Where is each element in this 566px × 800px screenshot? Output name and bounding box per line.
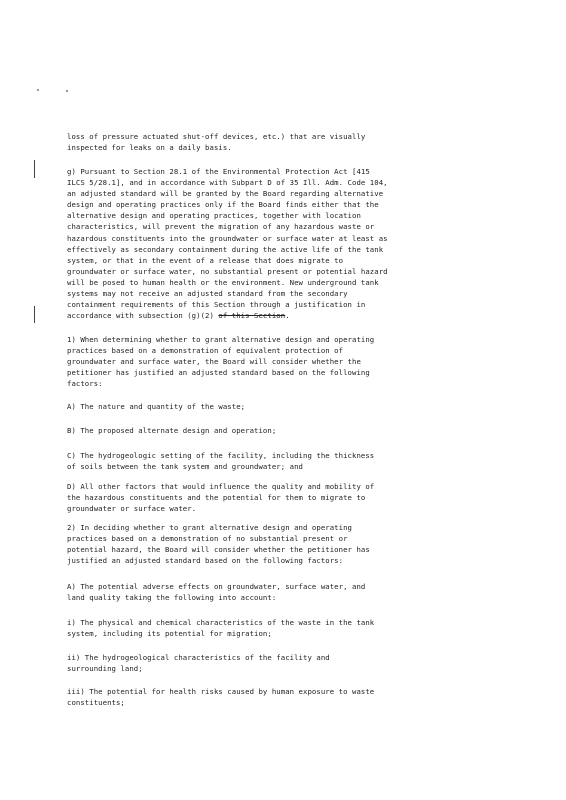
- scan-mark: [66, 90, 68, 92]
- item-A2: A) The potential adverse effects on groundwater, surface water, and land quality taking the following into account:: [67, 582, 366, 603]
- paragraph-1: 1) When determining whether to grant alternative design and operating practices based on a demonstration of equivalent protection of groundwater and surface water, the Board will consider whether the petitioner has justified an adjusted standard based on the following factors:: [67, 335, 375, 389]
- item-iii: iii) The potential for health risks caused by human exposure to waste constituents;: [67, 687, 375, 708]
- item-D: D) All other factors that would influence the quality and mobility of the hazardous constituents and the potential for them to migrate to groundwater or surface water.: [67, 482, 375, 514]
- item-C: C) The hydrogeologic setting of the facility, including the thickness of soils between the tank system and groundwater; and: [67, 451, 375, 472]
- paragraph-g: [67, 166, 512, 321]
- revision-bar: [34, 160, 35, 178]
- paragraph-g-tail: .: [285, 311, 290, 321]
- paragraph-2: 2) In deciding whether to grant alternative design and operating practices based on a demonstration of no substantial present or potential hazard, the Board will consider whether the petitioner has justified an adjusted standard based on the following factors:: [67, 523, 370, 566]
- item-B: B) The proposed alternate design and operation;: [67, 426, 277, 435]
- item-A: A) The nature and quantity of the waste;: [67, 402, 246, 411]
- struck-text-end: of this Section: [218, 311, 286, 321]
- paragraph-g-body: [415 ILCS 5/28.1], and in accordance with Subpart D of 35 Ill. Adm. Code 104, an adjusted standard will be granted by the Board regarding alternative design and operating practices only if the Board finds either that the alternative design and operating practices, together with location characteristics, will prevent the migration of any hazardous waste or hazardous constituents into the groundwater or surface water at least as effectively as secondary containment during the active life of the tank system, or that in the event of a release that does migrate to groundwater or surface water, no substantial present or potential hazard will be posed to human health or the environment. New underground tank systems may not receive an adjusted standard from the secondary containment requirements of this Section through a justification in accordance with subsection (g)(2): [67, 167, 388, 321]
- revision-bar: [34, 306, 35, 323]
- item-ii: ii) The hydrogeological characteristics of the facility and surrounding land;: [67, 653, 330, 674]
- item-i: i) The physical and chemical characteristics of the waste in the tank system, including its potential for migration;: [67, 618, 375, 639]
- paragraph-continuation: loss of pressure actuated shut-off devices, etc.) that are visually inspected for leaks on a daily basis.: [67, 132, 366, 153]
- scan-mark: [37, 89, 39, 91]
- paragraph-g-lead: g) Pursuant to Section 28.1 of the Environmental Protection Act: [67, 167, 352, 176]
